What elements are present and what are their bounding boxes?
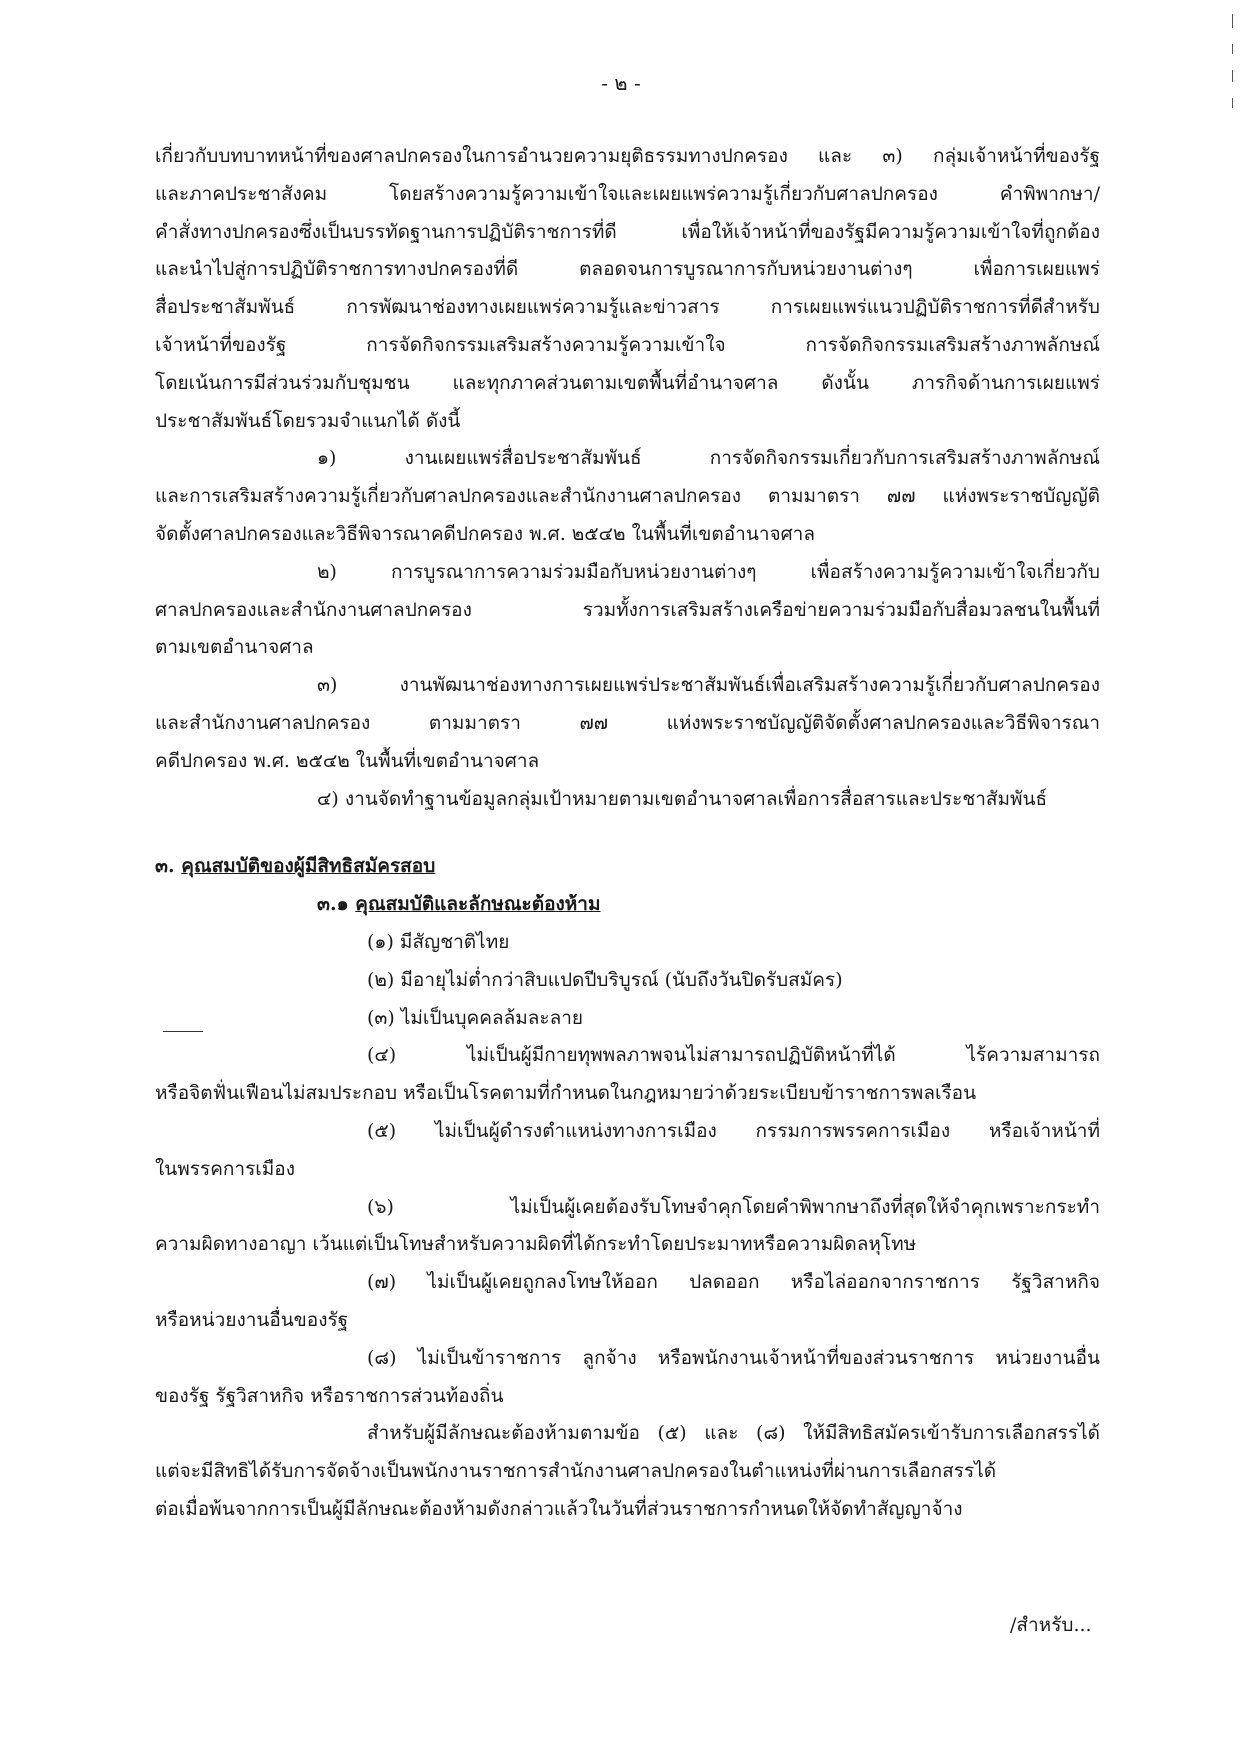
qualification-1: (๑) มีสัญชาติไทย <box>367 930 510 953</box>
page-number: - ๒ - <box>601 71 641 95</box>
text-line: สำหรับผู้มีลักษณะต้องห้ามตามข้อ (๕) และ (๘) ให้มีสิทธิสมัครเข้ารับการเลือกสรรได้ <box>367 1422 1100 1445</box>
text-line: ๔) งานจัดทำฐานข้อมูลกลุ่มเป้าหมายตามเขตอำนาจศาลเพื่อการสื่อสารและประชาสัมพันธ์ <box>317 787 1048 810</box>
document-body <box>155 138 1100 1529</box>
section-title: คุณสมบัติของผู้มีสิทธิสมัครสอบ <box>181 855 436 878</box>
text-line: (๘) ไม่เป็นข้าราชการ ลูกจ้าง หรือพนักงานเจ้าหน้าที่ของส่วนราชการ หน่วยงานอื่น <box>367 1346 1100 1369</box>
text-line: และนำไปสู่การปฏิบัติราชการทางปกครองที่ดี ตลอดจนการบูรณาการกับหน่วยงานต่างๆ เพื่อการเผยแพร่ <box>155 258 1100 281</box>
text-line: หรือจิตฟั่นเฟือนไม่สมประกอบ หรือเป็นโรคตามที่กำหนดในกฎหมายว่าด้วยระเบียบข้าราชการพลเรือน <box>155 1082 977 1105</box>
qualification-6 <box>155 1189 1100 1265</box>
margin-dash-mark <box>163 1031 203 1032</box>
text-line: หรือหน่วยงานอื่นของรัฐ <box>155 1308 349 1331</box>
text-line: โดยเน้นการมีส่วนร่วมกับชุมชน และทุกภาคส่วนตามเขตพื้นที่อำนาจศาล ดังนั้น ภารกิจด้านการเผยแพร่ <box>155 371 1100 394</box>
text-line: และสำนักงานศาลปกครอง ตามมาตรา ๗๗ แห่งพระราชบัญญัติจัดตั้งศาลปกครองและวิธีพิจารณา <box>155 711 1100 734</box>
subsection-3-1-heading <box>155 886 1100 924</box>
qualification-4 <box>155 1037 1100 1113</box>
text-line: (๗) ไม่เป็นผู้เคยถูกลงโทษให้ออก ปลดออก หรือไล่ออกจากราชการ รัฐวิสาหกิจ <box>367 1271 1100 1294</box>
text-line: จัดตั้งศาลปกครองและวิธีพิจารณาคดีปกครอง พ.ศ. ๒๕๔๒ ในพื้นที่เขตอำนาจศาล <box>155 522 815 545</box>
text-line: ๒) การบูรณาการความร่วมมือกับหน่วยงานต่างๆ เพื่อสร้างความรู้ความเข้าใจเกี่ยวกับ <box>317 560 1100 583</box>
intro-paragraph <box>155 138 1100 440</box>
text-line: ศาลปกครองและสำนักงานศาลปกครอง รวมทั้งการเสริมสร้างเครือข่ายความร่วมมือกับสื่อมวลชนในพื้นที่ <box>155 598 1100 621</box>
text-line: ๑) งานเผยแพร่สื่อประชาสัมพันธ์ การจัดกิจกรรมเกี่ยวกับการเสริมสร้างภาพลักษณ์ <box>317 447 1100 470</box>
mission-item-4 <box>155 781 1100 819</box>
text-line: คำสั่งทางปกครองซึ่งเป็นบรรทัดฐานการปฏิบัติราชการที่ดี เพื่อให้เจ้าหน้าที่ของรัฐมีความรู้ความเข้าใจที่ถูกต้อง <box>155 220 1100 243</box>
mission-item-2 <box>155 554 1100 667</box>
text-line: ความผิดทางอาญา เว้นแต่เป็นโทษสำหรับความผิดที่ได้กระทำโดยประมาทหรือความผิดลหุโทษ <box>155 1233 917 1256</box>
continuation-note: /สำหรับ... <box>1010 1614 1092 1636</box>
text-line: และการเสริมสร้างความรู้เกี่ยวกับศาลปกครองและสำนักงานศาลปกครอง ตามมาตรา ๗๗ แห่งพระราชบัญญัติ <box>155 485 1100 508</box>
text-line: (๔) ไม่เป็นผู้มีกายทุพพลภาพจนไม่สามารถปฏิบัติหน้าที่ได้ ไร้ความสามารถ <box>367 1044 1100 1067</box>
text-line: สื่อประชาสัมพันธ์ การพัฒนาช่องทางเผยแพร่ความรู้และข่าวสาร การเผยแพร่แนวปฏิบัติราชการที่ดีสำหรับ <box>155 296 1100 319</box>
mission-item-1 <box>155 440 1100 553</box>
qualification-5 <box>155 1113 1100 1189</box>
text-line: ของรัฐ รัฐวิสาหกิจ หรือราชการส่วนท้องถิ่น <box>155 1384 504 1407</box>
text-line: เจ้าหน้าที่ของรัฐ การจัดกิจกรรมเสริมสร้างความรู้ความเข้าใจ การจัดกิจกรรมเสริมสร้างภาพลักษณ์ <box>155 333 1100 356</box>
text-line: ต่อเมื่อพ้นจากการเป็นผู้มีลักษณะต้องห้ามดังกล่าวแล้วในวันที่ส่วนราชการกำหนดให้จัดทำสัญญาจ้าง <box>155 1497 963 1520</box>
qualification-3: (๓) ไม่เป็นบุคคลล้มละลาย <box>367 1006 584 1029</box>
text-line: (๖) ไม่เป็นผู้เคยต้องรับโทษจำคุกโดยคำพิพากษาถึงที่สุดให้จำคุกเพราะกระทำ <box>367 1195 1100 1218</box>
text-line: เกี่ยวกับบทบาทหน้าที่ของศาลปกครองในการอำนวยความยุติธรรมทางปกครอง และ ๓) กลุ่มเจ้าหน้าที่ของรัฐ <box>155 145 1100 167</box>
text-line: ประชาสัมพันธ์โดยรวมจำแนกได้ ดังนี้ <box>155 409 461 432</box>
text-line: ตามเขตอำนาจศาล <box>155 636 314 659</box>
subsection-title: คุณสมบัติและลักษณะต้องห้าม <box>355 893 601 916</box>
text-line: (๕) ไม่เป็นผู้ดำรงตำแหน่งทางการเมือง กรรมการพรรคการเมือง หรือเจ้าหน้าที่ <box>367 1119 1100 1142</box>
text-line: ๓) งานพัฒนาช่องทางการเผยแพร่ประชาสัมพันธ์เพื่อเสริมสร้างความรู้เกี่ยวกับศาลปกครอง <box>317 674 1100 697</box>
subsection-number: ๓.๑ <box>317 893 349 916</box>
section-3-heading <box>155 848 1100 886</box>
section-number: ๓. <box>155 855 175 878</box>
qualification-2: (๒) มีอายุไม่ต่ำกว่าสิบแปดปีบริบูรณ์ (นับถึงวันปิดรับสมัคร) <box>367 968 843 991</box>
mission-item-3 <box>155 667 1100 780</box>
text-line: ในพรรคการเมือง <box>155 1157 295 1180</box>
text-line: และภาคประชาสังคม โดยสร้างความรู้ความเข้าใจและเผยแพร่ความรู้เกี่ยวกับศาลปกครอง คำพิพากษา/ <box>155 182 1100 205</box>
text-line: คดีปกครอง พ.ศ. ๒๕๔๒ ในพื้นที่เขตอำนาจศาล <box>155 749 540 772</box>
prohibition-note <box>155 1415 1100 1528</box>
text-line: แต่จะมีสิทธิได้รับการจัดจ้างเป็นพนักงานราชการสำนักงานศาลปกครองในตำแหน่งที่ผ่านการเลือกสรรได้ <box>155 1460 997 1483</box>
qualification-8 <box>155 1340 1100 1416</box>
qualification-7 <box>155 1264 1100 1340</box>
